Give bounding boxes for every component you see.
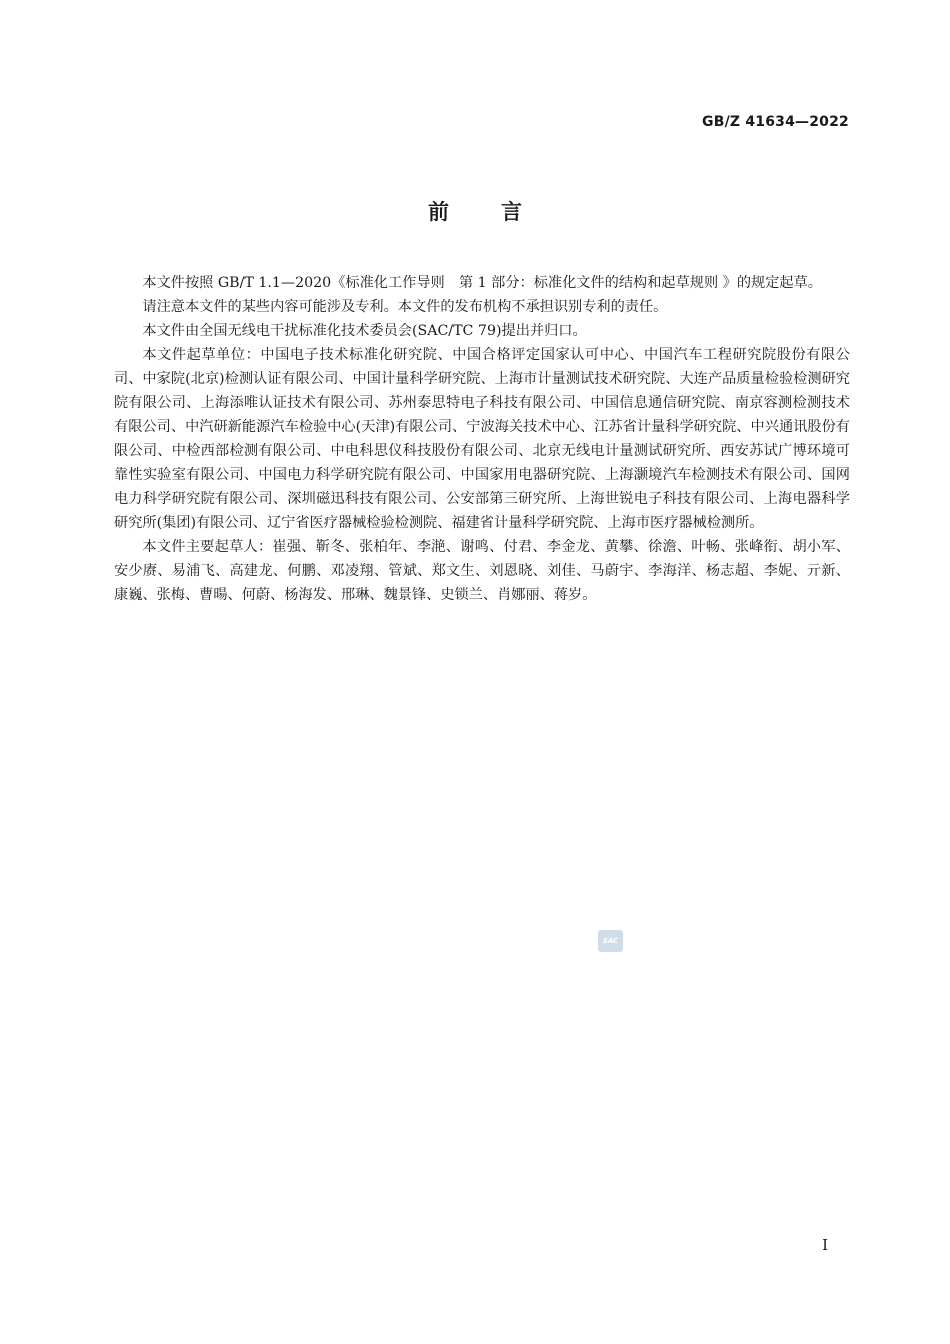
sac-watermark-logo: SAC: [598, 930, 623, 952]
page-number: I: [822, 1236, 828, 1254]
paragraph-drafting-rules: 本文件按照 GB/T 1.1—2020《标准化工作导则 第 1 部分：标准化文件的结构和起草规则 》的规定起草。: [142, 275, 822, 291]
paragraph-patent-notice: 请注意本文件的某些内容可能涉及专利。本文件的发布机构不承担识别专利的责任。: [142, 299, 668, 315]
paragraph-drafting-units: 本文件起草单位：中国电子技术标准化研究院、中国合格评定国家认可中心、中国汽车工程研究院股份有限公司、中家院(北京)检测认证有限公司、中国计量科学研究院、上海市计量测试技术研究院、大连产品质量检验检测研究院有限公司、上海添唯认证技术有限公司、苏州泰思特电子科技有限公司、中国信息通信研究院、南京容测检测技术有限公司、中汽研新能源汽车检验中心(天津)有限公司、宁波海关技术中心、江苏省计量科学研究院、中兴通讯股份有限公司、中检西部检测有限公司、中电科思仪科技股份有限公司、北京无线电计量测试研究所、西安苏试广博环境可靠性实验室有限公司、中国电力科学研究院有限公司、中国家用电器研究院、上海灏境汽车检测技术有限公司、国网电力科学研究院有限公司、深圳磁迅科技有限公司、公安部第三研究所、上海世锐电子科技有限公司、上海电器科学研究所(集团)有限公司、辽宁省医疗器械检验检测院、福建省计量科学研究院、上海市医疗器械检测所。: [114, 347, 850, 531]
foreword-body: [114, 271, 850, 607]
page-title: 前言: [428, 200, 574, 224]
document-code: GB/Z 41634—2022: [702, 114, 849, 130]
paragraph-proposer: 本文件由全国无线电干扰标准化技术委员会(SAC/TC 79)提出并归口。: [142, 323, 587, 339]
paragraph-drafters: 本文件主要起草人：崔强、靳冬、张柏年、李滟、谢鸣、付君、李金龙、黄攀、徐澹、叶畅、张峰衔、胡小军、安少赓、易浦飞、高建龙、何鹏、邓凌翔、管斌、郑文生、刘恩晓、刘佳、马蔚宇、李海洋、杨志超、李妮、亓新、康巍、张梅、曹暘、何蔚、杨海发、邢琳、魏景锋、史锁兰、肖娜丽、蒋岁。: [114, 539, 850, 603]
